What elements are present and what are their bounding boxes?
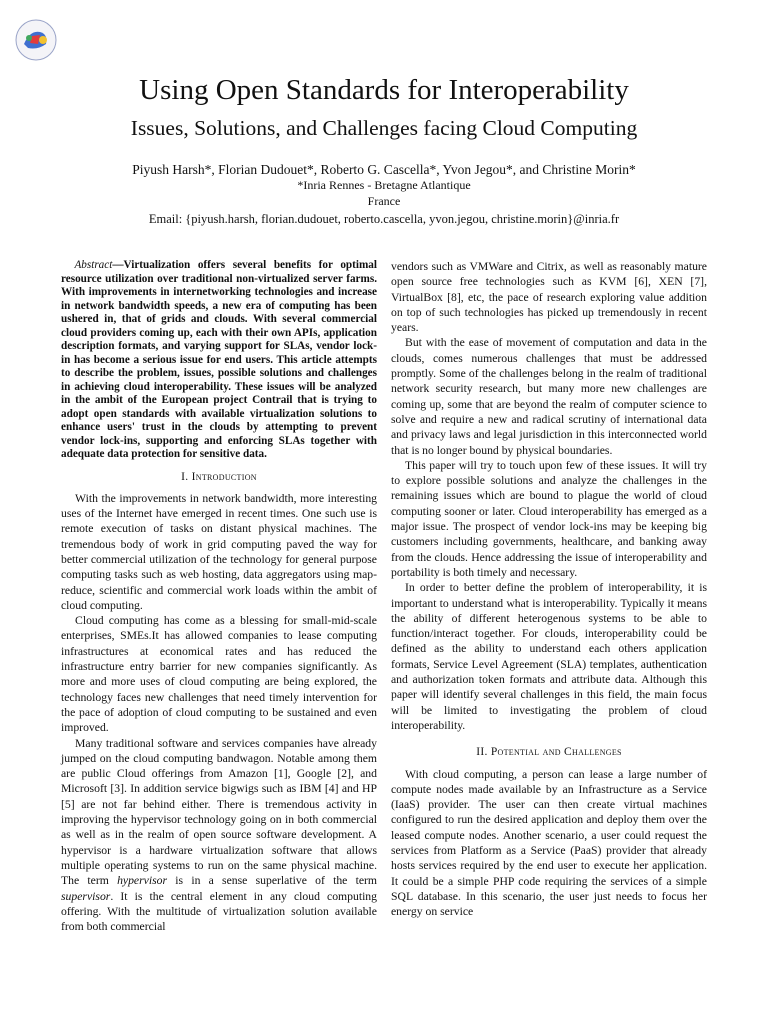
emphasis-term: hypervisor: [117, 874, 168, 888]
paragraph: vendors such as VMWare and Citrix, as well as reasonably mature open source free technologies such as KVM [6], XEN [7], VirtualBox [8], etc, the pace of research exploring value addition on top of such technologies has picked up tremendously in recent years.: [391, 260, 707, 335]
emphasis-term: supervisor: [61, 889, 111, 903]
section-heading-introduction: [61, 470, 377, 485]
conference-logo-icon: [14, 18, 58, 62]
paragraph: In order to better define the problem of interoperability, it is important to understand what is interoperability. Typically it means the ability of different heterogenous systems to be able to function/interact together. For clouds, interoperability could be defined as the ability to understand each others application formats, Service Level Agreement (SLA) templates, authentication and authorization token formats and attribute data. Although this paper will identify several challenges in this field, the main focus will be limited to investigating the problem of cloud interoperability.: [391, 581, 707, 732]
paragraph: With cloud computing, a person can lease a large number of compute nodes made available by an Infrastructure as a Service (IaaS) provider. The user can then create virtual machines configured to run the desired application and deploy them over the leased compute nodes. Another scenario, a user could request the services from Platform as a Service (PaaS) provider that already hosts services required by the end user to execute her application. It could be a simple PHP code requiring the services of a simple SQL database. In this scenario, the user just needs to focus her energy on service: [391, 767, 707, 919]
section-number: I.: [181, 470, 189, 483]
affiliation-country: France: [367, 193, 401, 208]
affiliation-institute: *Inria Rennes - Bretagne Atlantique: [297, 178, 471, 192]
author-list: Piyush Harsh*, Florian Dudouet*, Roberto G. Cascella*, Yvon Jegou*, and Christine Morin*: [132, 162, 636, 177]
paragraph: This paper will try to touch upon few of these issues. It will try to explore possible solutions and analyze the challenges in the remaining issues which are bound to plague the world of cloud computing sooner or later. Cloud interoperability has emerged as a major issue. The prospect of vendor lock-ins may be keeping big customers including governments, healthcare, and banking away from the clouds. Hence addressing the issue of interoperability and portability is both timely and necessary.: [391, 458, 707, 579]
abstract-text: —Virtualization offers several benefits for optimal resource utilization over traditional non-virtualized server farms. With improvements in internetworking technologies and increase in network bandwidth speeds, a new era of computing has been ushered in, that of grids and clouds. With several commercial cloud providers coming up, each with their own APIs, application description formats, and varying support for SLAs, vendor lock-in has become a serious issue for end users. This article attempts to describe the problem, issues, possible solutions and challenges in achieving cloud interoperability. These issues will be analyzed in the ambit of the European project Contrail that is trying to adopt open standards with available virtualization solutions to enhance users' trust in the clouds by attempting to prevent vendor lock-ins, supporting and enforcing SLAs together with adequate data protection for sensitive data.: [61, 259, 377, 460]
paper-title: Using Open Standards for Interoperability: [139, 74, 629, 106]
section-heading-potential: [391, 745, 707, 760]
paragraph: Cloud computing has come as a blessing for small-mid-scale enterprises, SMEs.It has allowed companies to lease computing infrastructures at economical rates and has reduced the infrastructure entry barrier for new companies significantly. As more and more uses of cloud computing are being explored, the technology faces new challenges that need timely intervention for the pace of adoption of cloud computing to be sustained and even improved.: [61, 614, 377, 735]
paragraph: But with the ease of movement of computation and data in the clouds, comes numerous challenges that must be addressed promptly. Some of the challenges belong in the realm of traditional network security research, but many more new challenges are coming up, some that are beyond the realm of computer science to solve and require a new and radical scrutiny of international data and privacy laws and legal jurisdiction in this interconnected world that is no longer bound by physical boundaries.: [391, 336, 707, 457]
paragraph: With the improvements in network bandwidth, more interesting uses of the Internet have emerged in recent times. One such use is remote execution of tasks on distant physical machines. The tremendous body of work in grid computing paved the way for better commercial utilization of the technology for general purpose computing tasks such as web hosting, data aggregators using map-reduce, scientific and commercial work loads within the ambit of cloud computing.: [61, 491, 377, 612]
paragraph-text: . It is the central element in any cloud computing offering. With the multitude of virtualization solution available from both commercial: [61, 889, 377, 934]
right-column: [391, 259, 707, 919]
abstract: [61, 259, 377, 462]
section-title: Introduction: [191, 470, 257, 483]
paper-header: [0, 72, 768, 228]
paragraph: [61, 736, 377, 935]
paper-subtitle: Issues, Solutions, and Challenges facing Cloud Computing: [130, 116, 638, 140]
paragraph-text: is in a sense superlative of the term: [167, 874, 377, 888]
paragraph-text: Many traditional software and services companies have already jumped on the cloud computing bandwagon. Notable among them are public Cloud offerings from Amazon [1], Google [2], and Microsoft [3]. In addition service bigwigs such as IBM [4] and HP [5] are not far behind either. There is tremendous activity in improving the hypervisor technology going on in both commercial as well as in the realm of open source software development. A hypervisor is a hardware virtualization software that allows multiple operating systems to run on the same physical machine. The term: [61, 736, 377, 888]
author-emails: Email: {piyush.harsh, florian.dudouet, roberto.cascella, yvon.jegou, christine.morin}@inria.fr: [148, 212, 620, 226]
left-column: [61, 259, 377, 934]
section-title: Potential and Challenges: [490, 746, 622, 759]
abstract-label: Abstract: [74, 259, 113, 271]
section-number: II.: [476, 746, 488, 759]
